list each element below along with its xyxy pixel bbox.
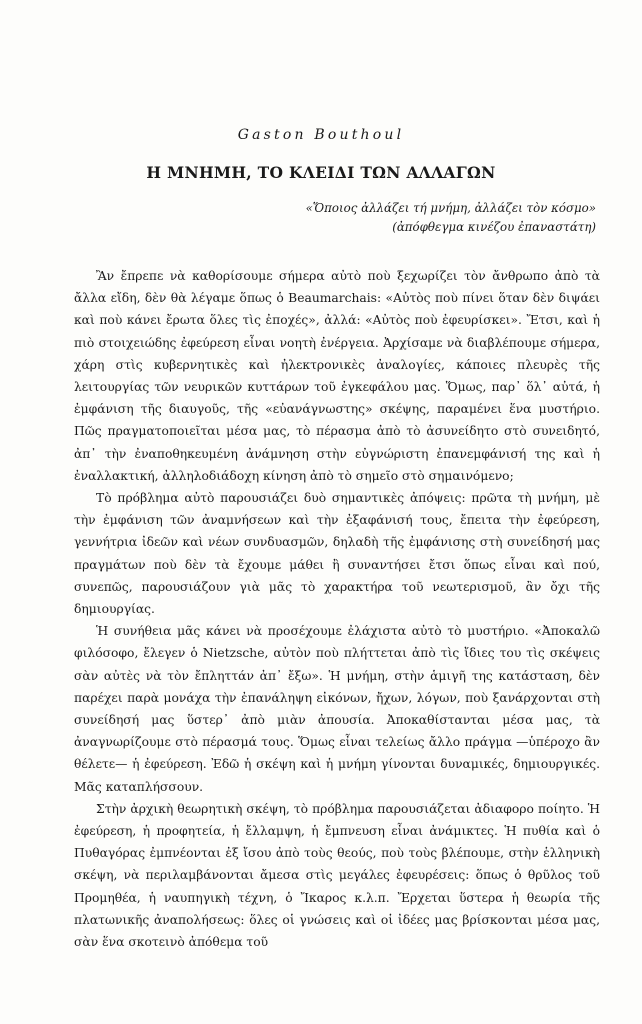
paragraph: Τὸ πρόβλημα αὐτὸ παρουσιάζει δυὸ σημαντικὲς ἀπόψεις: πρῶτα τὴ μνήμη, μὲ τὴν ἐμφάνιση τῶν ἀναμνήσεων καὶ τὴν ἐξαφάνισή τους, ἔπειτα τὴν ἐφεύρεση, γεννήτρια ἰδεῶν καὶ νέων συνδυασμῶν, δηλαδὴ τῆς ἐμφάνισης στὴ συνείδησή μας πραγμάτων ποὺ δὲν τὰ ἔχουμε μάθει ἢ συναντήσει ἔτσι ὅπως εἶναι καὶ πού, συνεπῶς, παρουσιάζουν γιὰ μᾶς τὸ χαρακτήρα τοῦ νεωτερισμοῦ, ἂν ὄχι τῆς δημιουργίας. [74,491,600,617]
paragraph: Ἡ συνήθεια μᾶς κάνει νὰ προσέχουμε ἐλάχιστα αὐτὸ τὸ μυστήριο. «Ἀποκαλῶ φιλόσοφο, ἔλεγεν ὁ Nietzsche, αὐτὸν ποὺ πλήττεται ἀπὸ τὶς ἴδιες του τὶς σκέψεις σὰν αὐτὲς νὰ τὸν ἔπληττάν ἀπ᾽ ἔξω». Ἡ μνήμη, στὴν ἁμιγῆ της κατάσταση, δὲν παρέχει παρὰ μονάχα τὴν ἐπανάληψη εἰκόνων, ἤχων, λόγων, ποὺ ξανάρχονται στὴ συνείδησή μας ὕστερ᾽ ἀπὸ μιὰν ἀπουσία. Ἀποκαθίστανται μέσα μας, τὰ ἀναγνωρίζουμε στὸ πέρασμά τους. Ὅμως εἶναι τελείως ἄλλο πράγμα —ὑπέροχο ἂν θέλετε— ἡ ἐφεύρεση. Ἐδῶ ἡ σκέψη καὶ ἡ μνήμη γίνονται δυναμικές, δημιουργικές. Μᾶς καταπλήσσουν. [74,624,600,794]
paragraph: Ἂν ἔπρεπε νὰ καθορίσουμε σήμερα αὐτὸ ποὺ ξεχωρίζει τὸν ἄνθρωπο ἀπὸ τὰ ἄλλα εἴδη, δὲν θὰ λέγαμε ὅπως ὁ Beaumarchais: «Αὐτὸς ποὺ πίνει ὅταν δὲν διψάει καὶ ποὺ κάνει ἔρωτα ὅλες τὶς ἐποχές», ἀλλά: «Αὐτὸς ποὺ ἐφευρίσκει». Ἔτσι, καὶ ἡ πιὸ στοιχειώδης ἐφεύρεση εἶναι νοητὴ ἐνέργεια. Ἀρχίσαμε νὰ διαβλέπουμε σήμερα, χάρη στὶς κυβερνητικὲς καὶ ἠλεκτρονικὲς ἀναλογίες, κάποιες πλευρὲς τῆς λειτουργίας τῶν νευρικῶν κυττάρων τοῦ ἐγκεφάλου μας. Ὅμως, παρ᾽ ὅλ᾽ αὐτά, ἡ ἐμφάνιση τῆς διαυγοῦς, τῆς «εὐανάγνωστης» σκέψης, παραμένει ἕνα μυστήριο. Πῶς πραγματοποιεῖται μέσα μας, τὸ πέρασμα ἀπὸ τὸ ἀσυνείδητο στὸ συνειδητό, ἀπ᾽ τὴν ἐναποθηκευμένη ἀνάμνηση στὴν εὐγνώριστη ἐπανεμφάνισή της καὶ ἡ ἐναλλακτική, ἀλληλοδιάδοχη κίνηση ἀπὸ τὸ σημεῖο στὸ σημαινόμενο; [74,269,600,483]
epigraph [136,199,596,237]
epigraph-attribution: (ἀπόφθεγμα κινέζου ἐπαναστάτη) [392,220,596,234]
author-name: Gaston Bouthoul [237,127,405,143]
paragraph: Στὴν ἀρχικὴ θεωρητικὴ σκέψη, τὸ πρόβλημα παρουσιάζεται ἀδιαφορο ποίητο. Ἡ ἐφεύρεση, ἡ προφητεία, ἡ ἔλλαμψη, ἡ ἔμπνευση εἶναι ἀνάμικτες. Ἡ πυθία καὶ ὁ Πυθαγόρας ἐμπνέονται ἐξ ἴσου ἀπὸ τοὺς θεούς, ποὺ τοὺς βλέπουμε, στὴν ἑλληνικὴ σκέψη, νὰ περιλαμβάνονται ἄμεσα στὶς μεγάλες ἐφευρέσεις: ὅπως ὁ θρῦλος τοῦ Προμηθέα, ἡ ναυπηγικὴ τέχνη, ὁ Ἴκαρος κ.λ.π. Ἔρχεται ὕστερα ἡ θεωρία τῆς πλατωνικῆς ἀναπολήσεως: ὅλες οἱ γνώσεις καὶ οἱ ἰδέες μας βρίσκονται μέσα μας, σὰν ἕνα σκοτεινὸ ἀπόθεμα τοῦ [74,801,600,950]
article-title: Η ΜΝΗΜΗ, ΤΟ ΚΛΕΙΔΙ ΤΩΝ ΑΛΛΑΓΩΝ [146,163,496,182]
article-body [74,265,600,953]
epigraph-quote: «Ὅποιος ἀλλάζει τή μνήμη, ἀλλάζει τὸν κόσμο» [305,201,596,215]
